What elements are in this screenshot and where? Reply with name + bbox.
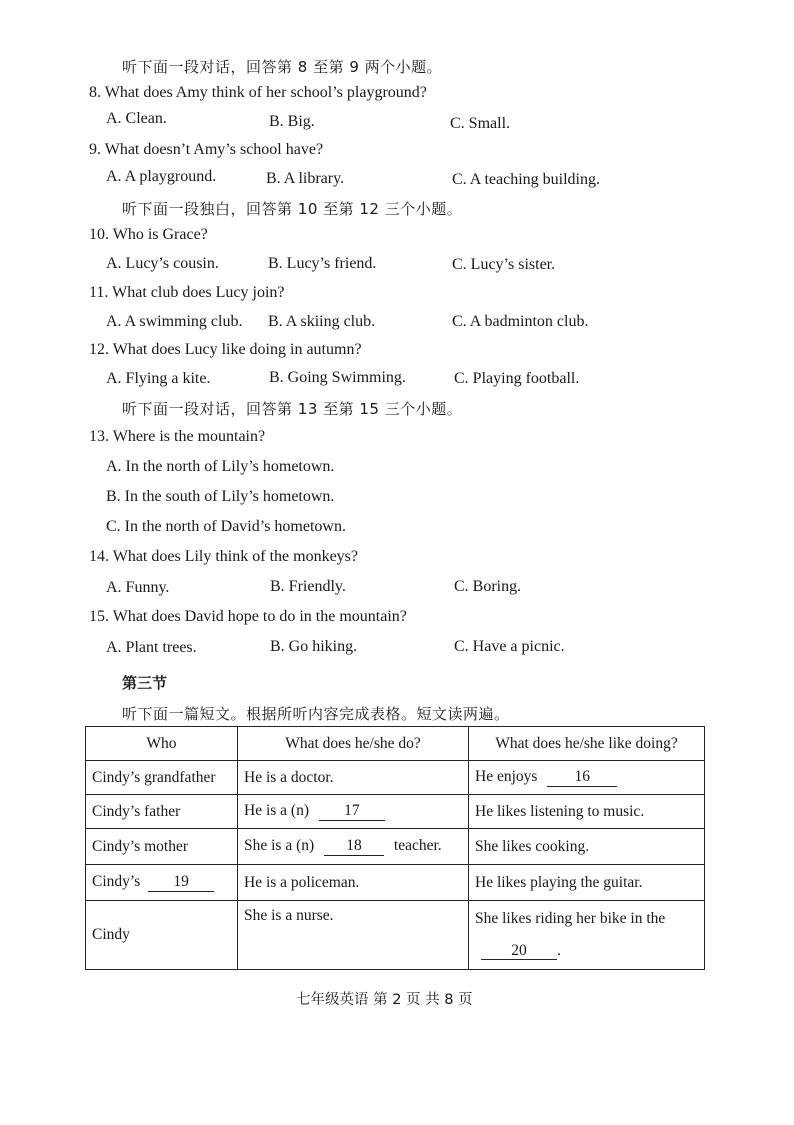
blank-16[interactable]: 16 (547, 768, 617, 786)
question-10-option-c: C. Lucy’s sister. (452, 256, 556, 273)
blank-20[interactable]: 20 (481, 942, 557, 960)
question-15-option-b: B. Go hiking. (270, 638, 358, 655)
cell-like (469, 901, 705, 970)
cell-do (238, 829, 469, 865)
header-who: Who (86, 727, 238, 761)
table-row (86, 761, 705, 795)
cell-who: Cindy’s grandfather (86, 761, 238, 795)
question-10-stem: 10. Who is Grace? (89, 226, 208, 243)
question-14-stem: 14. What does Lily think of the monkeys? (89, 548, 358, 565)
question-11-option-b: B. A skiing club. (268, 313, 376, 330)
question-9-option-b: B. A library. (266, 170, 345, 187)
question-11-stem: 11. What club does Lucy join? (89, 284, 285, 301)
cell-do (238, 795, 469, 829)
cell-who (86, 865, 238, 901)
question-14-option-a: A. Funny. (106, 579, 170, 596)
table-header-row (86, 727, 705, 761)
header-like: What does he/she like doing? (469, 727, 705, 761)
table-row (86, 865, 705, 901)
cell-do-suffix: teacher. (393, 837, 442, 855)
intro-10-12: 听下面一段独白，回答第 10 至第 12 三个小题。 (122, 200, 463, 218)
cell-do-prefix: He is a (n) (244, 802, 309, 820)
question-12-option-b: B. Going Swimming. (269, 369, 406, 386)
section-3-instruction: 听下面一篇短文。根据所听内容完成表格。短文读两遍。 (122, 705, 510, 723)
question-10-option-a: A. Lucy’s cousin. (106, 255, 219, 272)
blank-17[interactable]: 17 (319, 802, 385, 820)
cell-who-prefix: Cindy’s (92, 873, 141, 891)
question-9-stem: 9. What doesn’t Amy’s school have? (89, 141, 324, 158)
cell-like: She likes cooking. (469, 829, 705, 865)
question-8-stem: 8. What does Amy think of her school’s playground? (89, 84, 427, 101)
header-do: What does he/she do? (238, 727, 469, 761)
question-14-option-b: B. Friendly. (270, 578, 346, 595)
cell-do: He is a doctor. (238, 761, 469, 795)
question-8-option-a: A. Clean. (106, 110, 167, 127)
page-footer: 七年级英语 第 2 页 共 8 页 (296, 992, 473, 1008)
cell-who: Cindy’s father (86, 795, 238, 829)
question-15-stem: 15. What does David hope to do in the mountain? (89, 608, 407, 625)
question-9-option-c: C. A teaching building. (452, 171, 600, 188)
question-9-option-a: A. A playground. (106, 168, 217, 185)
intro-8-9: 听下面一段对话，回答第 8 至第 9 两个小题。 (122, 58, 443, 76)
cell-do: He is a policeman. (238, 865, 469, 901)
question-11-option-a: A. A swimming club. (106, 313, 243, 330)
intro-13-15: 听下面一段对话，回答第 13 至第 15 三个小题。 (122, 400, 463, 418)
question-15-option-c: C. Have a picnic. (454, 638, 565, 655)
cell-who: Cindy’s mother (86, 829, 238, 865)
question-13-option-b: B. In the south of Lily’s hometown. (106, 488, 335, 505)
cell-like: He likes listening to music. (469, 795, 705, 829)
section-3-title: 第三节 (122, 674, 168, 692)
blank-19[interactable]: 19 (148, 873, 214, 891)
question-10-option-b: B. Lucy’s friend. (268, 255, 377, 272)
cell-like-prefix: He enjoys (475, 768, 538, 786)
cell-like-line1: She likes riding her bike in the (475, 910, 666, 927)
cell-who: Cindy (86, 901, 238, 970)
blank-18[interactable]: 18 (324, 837, 384, 855)
question-13-option-c: C. In the north of David’s hometown. (106, 518, 346, 535)
cell-like (469, 761, 705, 795)
question-11-option-c: C. A badminton club. (452, 313, 589, 330)
question-8-option-b: B. Big. (269, 113, 315, 130)
question-13-stem: 13. Where is the mountain? (89, 428, 266, 445)
question-12-option-a: A. Flying a kite. (106, 370, 211, 387)
question-13-option-a: A. In the north of Lily’s hometown. (106, 458, 335, 475)
cell-do: She is a nurse. (238, 901, 469, 970)
question-8-option-c: C. Small. (450, 115, 511, 132)
question-14-option-c: C. Boring. (454, 578, 522, 595)
table-row (86, 829, 705, 865)
cell-do-prefix: She is a (n) (244, 837, 315, 855)
listening-table (85, 726, 705, 970)
question-12-stem: 12. What does Lucy like doing in autumn? (89, 341, 362, 358)
table-row (86, 795, 705, 829)
question-15-option-a: A. Plant trees. (106, 639, 197, 656)
cell-like-suffix: . (557, 942, 561, 959)
question-12-option-c: C. Playing football. (454, 370, 580, 387)
table-row (86, 901, 705, 970)
cell-like: He likes playing the guitar. (469, 865, 705, 901)
